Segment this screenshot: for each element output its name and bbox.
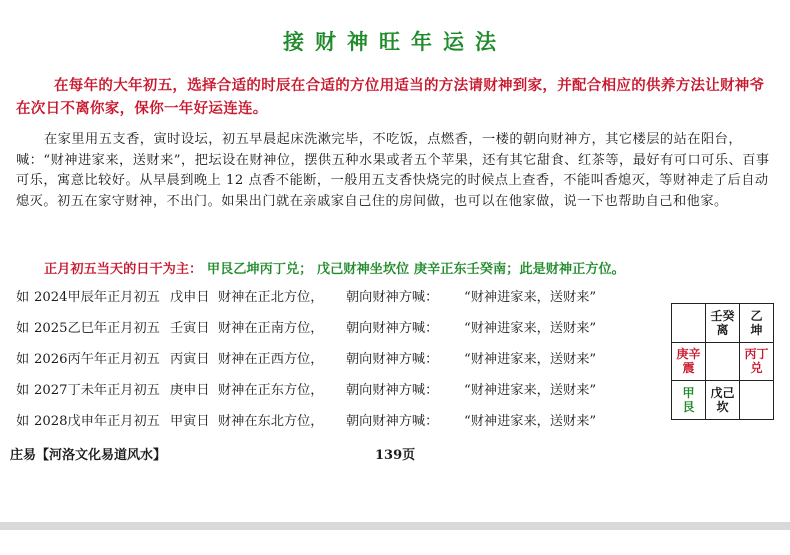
chant-text: “财神进家来，送财来”	[464, 383, 597, 398]
nine-palace-grid	[671, 303, 774, 420]
footer-source: 庄易【河洛文化易道风水】	[10, 448, 167, 463]
grid-cell	[672, 381, 706, 420]
cell-trigram: 艮	[682, 399, 695, 414]
wealth-direction: 财神在正东方位，	[218, 383, 324, 398]
principle-line	[44, 258, 784, 277]
year-line	[16, 410, 596, 429]
year-prefix: 如	[16, 321, 30, 336]
year-label: 2025乙巳年正月初五	[34, 321, 160, 336]
grid-cell	[706, 381, 740, 420]
page-number: 139页	[375, 448, 416, 463]
action-text: 朝向财神方喊：	[346, 352, 439, 367]
grid-cell	[672, 343, 706, 382]
grid-cell	[672, 304, 706, 343]
day-ganzhi: 甲寅日	[170, 414, 210, 429]
year-prefix: 如	[16, 290, 30, 305]
principle-lead: 正月初五当天的日干为主：	[44, 262, 203, 277]
year-prefix: 如	[16, 414, 30, 429]
body-paragraph: 在家里用五支香，寅时设坛，初五早晨起床洗漱完毕，不吃饭，点燃香，一楼的朝向财神方，其它楼层的站在阳台，喊：“财神进家来，送财来”，把坛设在财神位，摆供五种水果或者五个苹果，还有其它甜食、红茶等，最好有可口可乐、百事可乐，寓意比较好。从早晨到晚上 12 点香不能断，一般用五支香快烧完的时候点上查香，不能叫香熄灭，等财神走了后自动熄灭。初五在家守财神，不出门。如果出门就在亲戚家自己住的房间做，也可以在他家做，说一下也帮助自己和他家。	[16, 132, 770, 209]
grid-cell	[740, 343, 774, 382]
year-label: 2026丙午年正月初五	[34, 352, 160, 367]
action-text: 朝向财神方喊：	[346, 321, 439, 336]
grid-row	[672, 304, 774, 343]
cell-stems: 戊己	[710, 385, 735, 400]
day-ganzhi: 庚申日	[170, 383, 210, 398]
principle-rule: 甲艮乙坤丙丁兑； 戊己财神坐坎位 庚辛正东壬癸南；此是财神正方位。	[206, 262, 625, 277]
chant-text: “财神进家来，送财来”	[464, 352, 597, 367]
year-prefix: 如	[16, 383, 30, 398]
grid-cell	[706, 304, 740, 343]
wealth-direction: 财神在东北方位，	[218, 414, 324, 429]
cell-stems: 庚辛	[676, 347, 701, 362]
wealth-direction: 财神在正南方位，	[218, 321, 324, 336]
grid-cell	[706, 343, 740, 382]
page-bottom-divider	[0, 522, 790, 530]
grid-cell	[740, 381, 774, 420]
chant-text: “财神进家来，送财来”	[464, 290, 597, 305]
intro-paragraph: 在每年的大年初五，选择合适的时辰在合适的方位用适当的方法请财神到家，并配合相应的供养方法让财神爷在次日不离你家，保你一年好运连连。	[16, 77, 765, 117]
year-label: 2028戊申年正月初五	[34, 414, 160, 429]
grid-cell	[740, 304, 774, 343]
cell-stems: 丙丁	[744, 347, 769, 362]
action-text: 朝向财神方喊：	[346, 414, 439, 429]
day-ganzhi: 壬寅日	[170, 321, 210, 336]
year-line	[16, 317, 596, 336]
cell-stems: 甲	[682, 385, 695, 400]
year-line	[16, 286, 596, 305]
cell-trigram: 离	[716, 322, 729, 337]
action-text: 朝向财神方喊：	[346, 383, 439, 398]
cell-stems: 乙	[750, 308, 763, 323]
day-ganzhi: 戊申日	[170, 290, 210, 305]
year-label: 2024甲辰年正月初五	[34, 290, 160, 305]
year-label: 2027丁未年正月初五	[34, 383, 160, 398]
wealth-direction: 财神在正西方位，	[218, 352, 324, 367]
cell-trigram: 兑	[750, 361, 763, 376]
cell-trigram: 坎	[716, 399, 729, 414]
cell-stems: 壬癸	[710, 308, 735, 323]
grid-row	[672, 381, 774, 420]
cell-trigram: 坤	[750, 322, 763, 337]
action-text: 朝向财神方喊：	[346, 290, 439, 305]
chant-text: “财神进家来，送财来”	[464, 414, 597, 429]
year-line	[16, 348, 596, 367]
cell-trigram: 震	[682, 361, 695, 376]
grid-row	[672, 343, 774, 382]
year-prefix: 如	[16, 352, 30, 367]
year-line	[16, 379, 596, 398]
day-ganzhi: 丙寅日	[170, 352, 210, 367]
page-title: 接财神旺年运法	[283, 29, 507, 54]
chant-text: “财神进家来，送财来”	[464, 321, 597, 336]
wealth-direction: 财神在正北方位，	[218, 290, 324, 305]
